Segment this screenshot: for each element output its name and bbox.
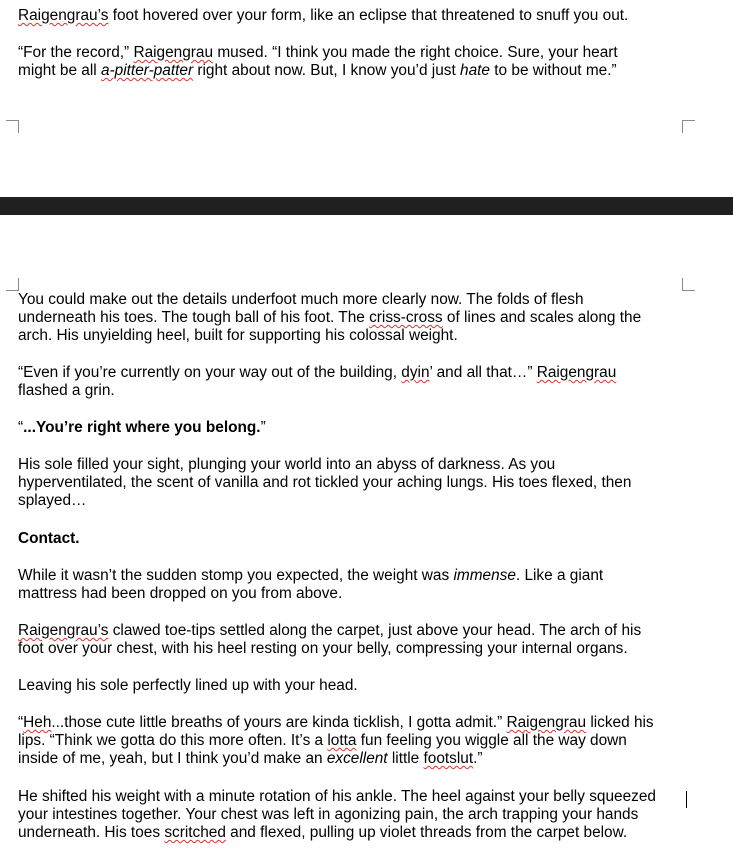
- text-line: [18, 622, 698, 640]
- paragraph[interactable]: [18, 622, 698, 658]
- paragraph[interactable]: [18, 419, 698, 437]
- text-line: [18, 364, 698, 382]
- margin-corner-mark-top-left: [6, 278, 19, 291]
- text-line: arch. His unyielding heel, built for supporting his colossal weight.: [18, 327, 458, 344]
- text-run: “: [18, 419, 24, 436]
- text-run: .”: [473, 750, 483, 767]
- page-separator: [0, 197, 733, 215]
- text-run: foot hovered over your form, like an eclipse that threatened to snuff you out.: [108, 7, 629, 24]
- text-line: [18, 732, 698, 750]
- text-run: right about now. But, I know you’d just: [193, 62, 461, 79]
- text-line: mattress had been dropped on you from above.: [18, 585, 343, 602]
- text-line: He shifted his weight with a minute rotation of his ankle. The heel against your belly squeezed: [18, 788, 656, 805]
- paragraph[interactable]: [18, 456, 698, 510]
- text-run: ...those cute little breaths of yours are kinda ticklish, I gotta admit.”: [51, 714, 507, 731]
- misspelled-word[interactable]: lotta: [327, 732, 357, 749]
- text-line: foot over your chest, with his heel resting on your belly, compressing your internal organs.: [18, 640, 628, 657]
- italic-text: immense: [453, 567, 516, 584]
- paragraph[interactable]: [18, 364, 698, 400]
- misspelled-word[interactable]: a-pitter-patter: [100, 62, 194, 79]
- text-line: hyperventilated, the scent of vanilla and rot tickled your aching lungs. His toes flexed, then: [18, 474, 632, 491]
- text-line: [18, 750, 698, 768]
- text-run: underneath. His toes: [18, 824, 165, 841]
- text-line: Leaving his sole perfectly lined up with your head.: [18, 677, 358, 694]
- text-line: [18, 567, 698, 585]
- text-run: lips. “Think we gotta do this more often. It’s a: [18, 732, 328, 749]
- bold-text: ...You’re right where you belong.: [23, 419, 261, 436]
- text-line: flashed a grin.: [18, 382, 115, 399]
- text-run: might be all: [18, 62, 101, 79]
- italic-text: hate: [460, 62, 490, 79]
- paragraph[interactable]: [18, 677, 698, 695]
- text-run: and flexed, pulling up violet threads from the carpet below.: [225, 824, 628, 841]
- misspelled-word[interactable]: dyin: [401, 364, 430, 381]
- text-line: [18, 530, 698, 548]
- text-run: clawed toe-tips settled along the carpet, just above your head. The arch of his: [108, 622, 642, 639]
- text-run: “: [18, 714, 24, 731]
- text-run: to be without me.”: [490, 62, 617, 79]
- misspelled-word[interactable]: footslut: [423, 750, 474, 767]
- misspelled-word[interactable]: Raigengrau’s: [18, 622, 109, 639]
- margin-corner-mark-bottom-left: [6, 120, 19, 133]
- text-run: of lines and scales along the: [442, 309, 642, 326]
- misspelled-word[interactable]: Raigengrau’s: [18, 7, 109, 24]
- paragraph[interactable]: [18, 7, 698, 25]
- bold-text: Contact.: [18, 530, 80, 547]
- text-line: [18, 309, 698, 327]
- document-page-2: [0, 215, 733, 855]
- paragraph[interactable]: [18, 788, 698, 842]
- misspelled-word[interactable]: Raigengrau: [133, 44, 214, 61]
- misspelled-word[interactable]: scritched: [164, 824, 226, 841]
- text-line: [18, 62, 698, 80]
- text-line: [18, 44, 698, 62]
- text-run: . Like a giant: [515, 567, 604, 584]
- paragraph[interactable]: [18, 291, 698, 345]
- text-line: [18, 714, 698, 732]
- document-page-1: [0, 0, 733, 197]
- text-line: You could make out the details underfoot much more clearly now. The folds of flesh: [18, 291, 584, 308]
- text-run: underneath his toes. The tough ball of his foot. The: [18, 309, 370, 326]
- text-line: [18, 7, 698, 25]
- text-run: inside of me, yeah, but I think you’d make an: [18, 750, 327, 767]
- text-run: “For the record,”: [18, 44, 134, 61]
- text-run: While it wasn’t the sudden stomp you expected, the weight was: [18, 567, 454, 584]
- text-line: [18, 824, 698, 842]
- misspelled-word[interactable]: Raigengrau: [506, 714, 587, 731]
- text-run: mused. “I think you made the right choice. Sure, your heart: [213, 44, 618, 61]
- misspelled-word[interactable]: Raigengrau: [536, 364, 617, 381]
- text-run: ”: [260, 419, 266, 436]
- paragraph[interactable]: [18, 530, 698, 548]
- text-line: [18, 419, 698, 437]
- misspelled-word[interactable]: criss-cross: [369, 309, 443, 326]
- paragraph[interactable]: [18, 44, 698, 80]
- margin-corner-mark-top-right: [682, 278, 695, 291]
- italic-text: excellent: [326, 750, 388, 767]
- text-run: ’ and all that…”: [429, 364, 537, 381]
- paragraph[interactable]: [18, 714, 698, 768]
- text-line: your intestines together. Your chest was left in agonizing pain, the arch trapping your hands: [18, 806, 639, 823]
- text-run: licked his: [586, 714, 654, 731]
- text-run: “Even if you’re currently on your way out of the building,: [18, 364, 402, 381]
- text-line: His sole filled your sight, plunging your world into an abyss of darkness. As you: [18, 456, 556, 473]
- text-run: fun feeling you wiggle all the way down: [356, 732, 627, 749]
- text-line: splayed…: [18, 492, 87, 509]
- text-run: little: [387, 750, 424, 767]
- misspelled-word[interactable]: Heh: [23, 714, 52, 731]
- text-cursor: [686, 791, 687, 808]
- margin-corner-mark-bottom-right: [682, 120, 695, 133]
- paragraph[interactable]: [18, 567, 698, 603]
